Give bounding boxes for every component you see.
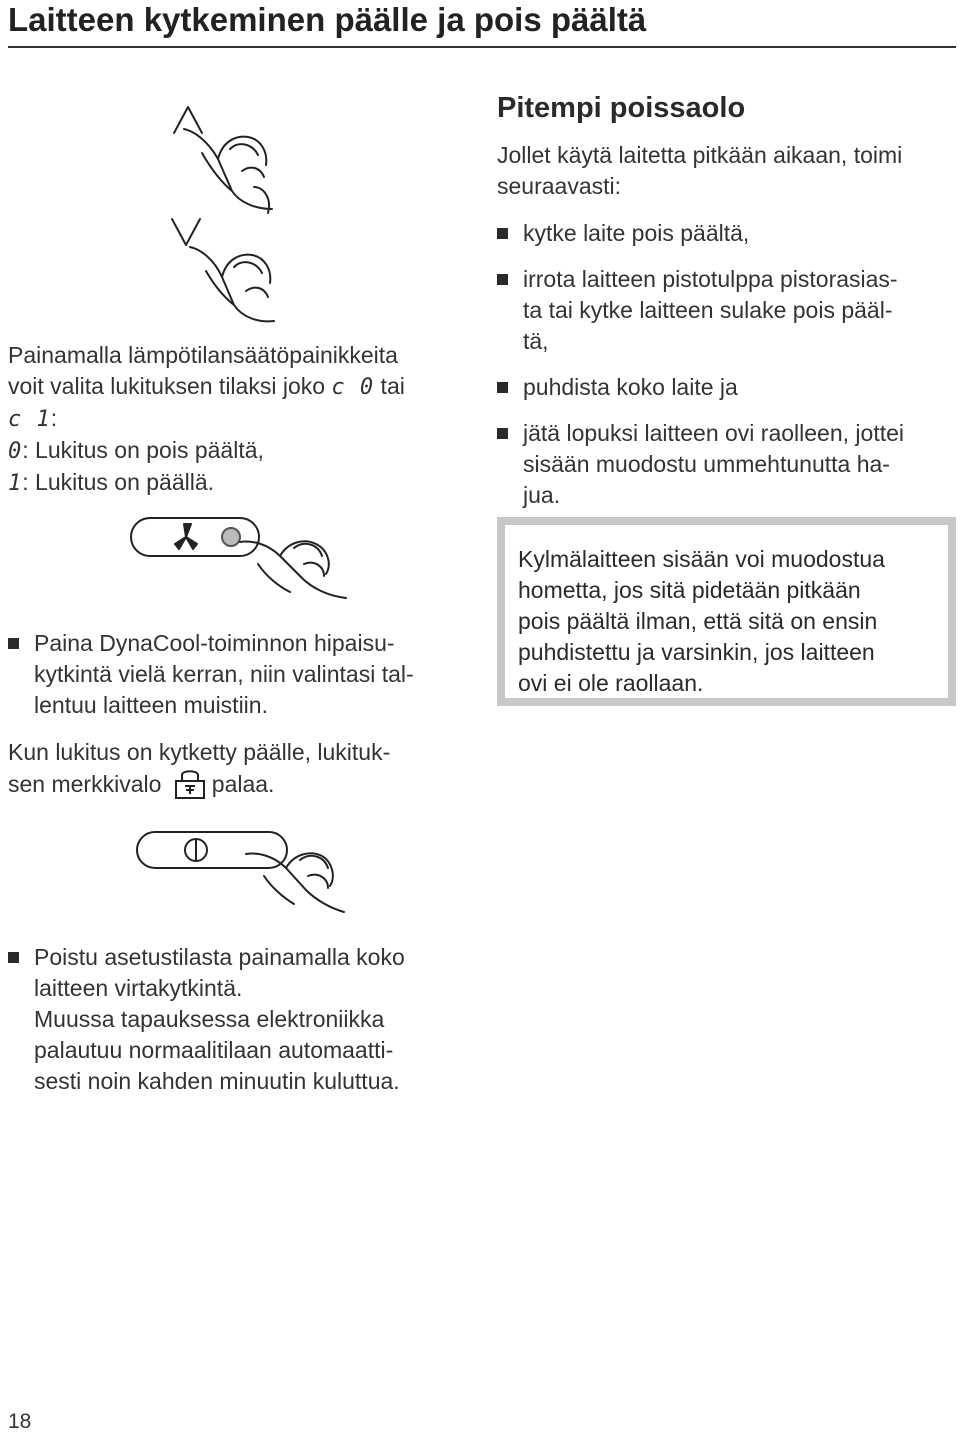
exit-line-1: Poistu asetustilasta painamalla koko: [34, 944, 405, 970]
exit-line-5: sesti noin kahden minuutin kuluttua.: [34, 1068, 400, 1094]
list-item: [497, 418, 957, 511]
lock-on-text: : Lukitus on päällä.: [22, 469, 215, 495]
intro-line-2: seuraavasti:: [497, 173, 622, 199]
bullet-2-line-2: ta tai kytke laitteen sulake pois pääl-: [523, 297, 893, 323]
square-bullet-icon: [497, 382, 508, 393]
square-bullet-icon: [8, 952, 19, 963]
intro-line-1: Jollet käytä laitetta pitkään aikaan, toimi: [497, 142, 903, 168]
exit-line-2: laitteen virtakytkintä.: [34, 975, 243, 1001]
lock-select-or: tai: [374, 373, 405, 399]
dynacool-line-1: Paina DynaCool-toiminnon hipaisu-: [34, 630, 395, 656]
control-panel-outline: [137, 832, 287, 868]
bullet-4-line-3: jua.: [523, 482, 561, 508]
section-intro: [497, 140, 957, 202]
warning-note-text: [518, 544, 948, 699]
list-item: [497, 218, 957, 249]
dynacool-step: [8, 628, 478, 721]
lock-select-colon: :: [50, 405, 58, 431]
code-c1: c 1: [8, 407, 51, 432]
dynacool-button-illustration: [128, 512, 353, 607]
lock-select-line-1: Painamalla lämpötilansäätöpainikkeita: [8, 342, 398, 368]
square-bullet-icon: [497, 274, 508, 285]
lock-off-text: : Lukitus on pois päältä,: [22, 437, 264, 463]
list-item: [497, 372, 957, 403]
page-number: 18: [8, 1410, 32, 1433]
code-c0: c 0: [331, 375, 375, 400]
note-line-3: pois päältä ilman, että sitä on ensin: [518, 608, 878, 634]
exit-step: [8, 942, 478, 1097]
power-icon: [185, 839, 207, 861]
temperature-buttons-illustration: [160, 95, 290, 330]
warning-note-box: [497, 517, 956, 706]
bullet-1-line-1: kytke laite pois päältä,: [523, 220, 750, 246]
note-line-2: hometta, jos sitä pidetään pitkään: [518, 577, 861, 603]
lock-indicator-text: [8, 737, 478, 800]
pointing-hand-icon: [190, 247, 274, 321]
lock-indicator-line-2b: palaa.: [211, 771, 275, 797]
bullet-list: [497, 218, 957, 511]
code-0: 0: [8, 439, 23, 464]
section-heading: Pitempi poissaolo: [497, 92, 746, 124]
note-line-5: ovi ei ole raollaan.: [518, 670, 704, 696]
power-button-illustration: [134, 826, 349, 918]
square-bullet-icon: [8, 638, 19, 649]
square-bullet-icon: [497, 228, 508, 239]
page-title: Laitteen kytkeminen päälle ja pois päältä: [8, 1, 647, 38]
list-item: [497, 264, 957, 357]
bullet-4-line-2: sisään muodostu ummehtunutta ha-: [523, 451, 890, 477]
bullet-4-line-1: jätä lopuksi laitteen ovi raolleen, jottei: [523, 420, 905, 446]
pointing-hand-icon: [240, 541, 346, 598]
exit-line-4: palautuu normaalitilaan automaatti-: [34, 1037, 394, 1063]
dynacool-line-2: kytkintä vielä kerran, niin valintasi tal-: [34, 661, 414, 687]
code-1: 1: [8, 471, 23, 496]
note-line-1: Kylmälaitteen sisään voi muodostua: [518, 546, 885, 572]
lock-select-line-2: voit valita lukituksen tilaksi joko: [8, 373, 332, 399]
caret-down-icon: [172, 219, 200, 245]
lock-select-text: [8, 340, 468, 499]
pointing-hand-icon: [246, 853, 344, 912]
lock-icon: [172, 768, 208, 800]
lock-indicator-line-1: Kun lukitus on kytketty päälle, lukituk-: [8, 739, 391, 765]
bullet-2-line-3: tä,: [523, 328, 549, 354]
bullet-3-line-1: puhdista koko laite ja: [523, 374, 738, 400]
dynacool-touch-button: [222, 528, 240, 546]
dynacool-line-3: lentuu laitteen muistiin.: [34, 692, 268, 718]
note-line-4: puhdistettu ja varsinkin, jos laitteen: [518, 639, 875, 665]
exit-line-3: Muussa tapauksessa elektroniikka: [34, 1006, 385, 1032]
fan-icon: [175, 524, 197, 549]
title-divider: [8, 46, 956, 48]
pointing-hand-icon: [184, 129, 272, 213]
bullet-2-line-1: irrota laitteen pistotulppa pistorasias-: [523, 266, 898, 292]
lock-indicator-line-2a: sen merkkivalo: [8, 771, 162, 797]
square-bullet-icon: [497, 428, 508, 439]
